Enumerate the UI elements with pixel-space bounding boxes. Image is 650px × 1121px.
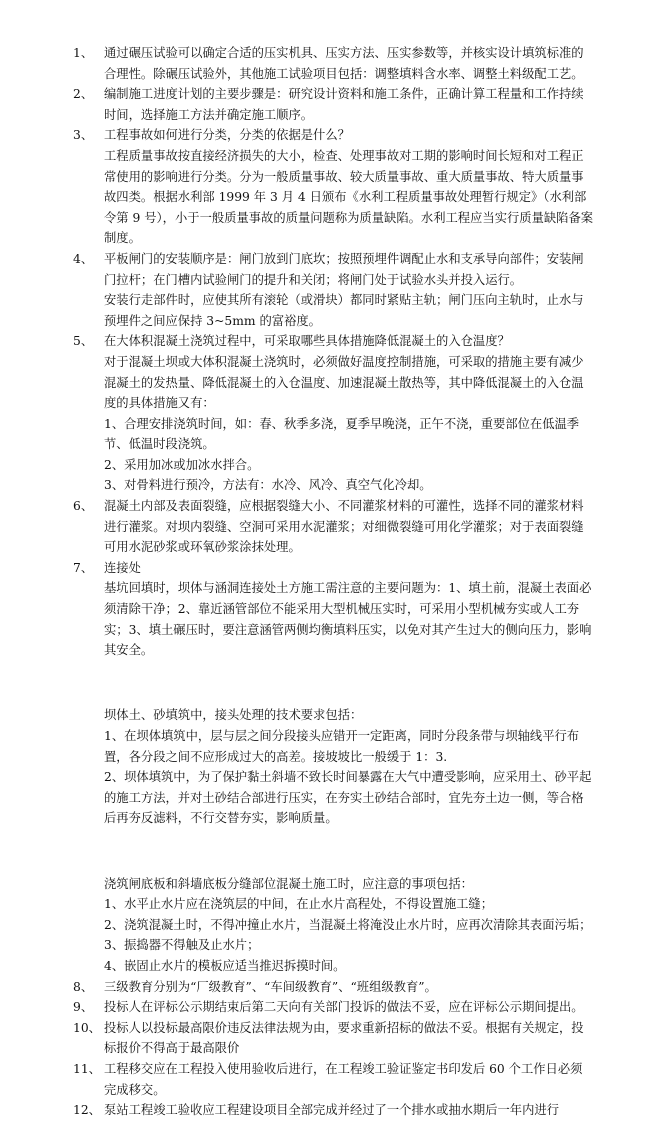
list-item: [73, 84, 594, 125]
paragraph: 编制施工进度计划的主要步骤是：研究设计资料和施工条件，正确计算工程量和工作持续时间，选择施工方法并确定施工顺序。: [104, 87, 584, 122]
paragraph: 2、坝体填筑中，为了保护黏土斜墙不致长时间暴露在大气中遭受影响，应采用土、砂平起的施工方法，并对土砂结合部进行压实，在夯实土砂结合部时，宜先夯土边一侧，等合格后再夯反滤料，不行交替夯实，影响质量。: [104, 770, 592, 826]
paragraph: 工程质量事故按直接经济损失的大小，检查、处理事故对工期的影响时间长短和对工程正常使用的影响进行分类。分为一般质量事故、较大质量事故、重大质量事故、特大质量事故四类。根据水利部 1999 年 3 月 4 日颁布《水利工程质量事故处理暂行规定》（水利部令第 9 号），小于一般质量事故的质量问题称为质量缺陷。水利工程应当实行质量缺陷备案制度。: [104, 148, 594, 246]
paragraph: 平板闸门的安装顺序是：闸门放到门底坎；按照预埋件调配止水和支承导向部件；安装闸门拉杆；在门槽内试验闸门的提升和关闭；将闸门处于试验水头并投入运行。: [104, 251, 584, 287]
item-number: 8、: [73, 979, 94, 994]
item-number: 5、: [73, 334, 94, 349]
paragraph: 混凝土内部及表面裂缝，应根据裂缝大小、不同灌浆材料的可灌性，选择不同的灌浆材料进行灌浆。对坝内裂缝、空洞可采用水泥灌浆；对细微裂缝可用化学灌浆；对于表面裂缝可用水泥砂浆或环氧砂浆涂抹处理。: [104, 499, 584, 555]
list-item: [73, 249, 594, 331]
paragraph: 工程事故如何进行分类，分类的依据是什么？: [104, 128, 350, 143]
paragraph: 坝体土、砂填筑中，接头处理的技术要求包括：: [104, 708, 363, 723]
item-number: 12、: [73, 1103, 101, 1118]
paragraph: 工程移交应在工程投入使用验收后进行，在工程竣工验证鉴定书印发后 60 个工作日必须完成移交。: [104, 1061, 583, 1097]
list-item: [73, 331, 594, 496]
paragraph: 投标人以投标最高限价违反法律法规为由，要求重新招标的做法不妥。根据有关规定，投标报价不得高于最高限价: [104, 1020, 584, 1056]
paragraph: 在大体积混凝土浇筑过程中，可采取哪些具体措施降低混凝土的入仓温度？: [104, 334, 510, 349]
paragraph: 投标人在评标公示期结束后第二天向有关部门投诉的做法不妥，应在评标公示期间提出。: [104, 1000, 584, 1015]
paragraph: 3、对骨料进行预冷，方法有：水冷、风冷、真空气化冷却。: [104, 478, 432, 493]
paragraph: 泵站工程竣工验收应工程建设项目全部完成并经过了一个排水或抽水期后一年内进行: [104, 1103, 559, 1118]
paragraph: 三级教育分别为“厂级教育”、“车间级教育”、“班组级教育”。: [104, 979, 437, 994]
paragraph: 1、在坝体填筑中，层与层之间分段接头应错开一定距离，同时分段条带与坝轴线平行布置，各分段之间不应形成过大的高差。接坡坡比一般缓于 1：3.: [104, 729, 580, 764]
list-item: [73, 558, 594, 977]
item-number: 10、: [73, 1020, 101, 1035]
list-item: [73, 977, 594, 998]
item-number: 9、: [73, 1000, 94, 1015]
list-item: [73, 1018, 594, 1059]
paragraph: 基坑回填时，坝体与涵洞连接处土方施工需注意的主要问题为：1、填土前，混凝土表面必须清除干净；2、靠近涵管部位不能采用大型机械压实时，可采用小型机械夯实或人工夯实；3、填土碾压时，要注意涵管两侧均衡填料压实，以免对其产生过大的侧向压力，影响其安全。: [104, 581, 592, 658]
paragraph-gap: [104, 673, 594, 693]
item-number: 11、: [73, 1061, 101, 1076]
list-item: [73, 997, 594, 1018]
paragraph: 对于混凝土坝或大体积混凝土浇筑时，必须做好温度控制措施，可采取的措施主要有减少混凝土的发热量、降低混凝土的入仓温度、加速混凝土散热等，其中降低混凝土的入仓温度的具体措施又有：: [104, 354, 584, 411]
list-item: [73, 496, 594, 558]
paragraph: 1、合理安排浇筑时间，如：春、秋季多浇，夏季早晚浇，正午不浇，重要部位在低温季节、低温时段浇筑。: [104, 416, 580, 452]
item-number: 4、: [73, 251, 94, 266]
paragraph: 浇筑闸底板和斜墙底板分缝部位混凝土施工时，应注意的事项包括：: [104, 876, 473, 891]
item-number: 1、: [73, 46, 94, 60]
item-number: 7、: [73, 560, 94, 575]
item-number: 2、: [73, 87, 94, 102]
paragraph: 连接处: [104, 560, 141, 575]
list-item: [73, 1100, 594, 1121]
paragraph: 4、嵌固止水片的模板应适当推迟拆摸时间。: [104, 958, 346, 973]
list-item: [73, 1059, 594, 1100]
paragraph: 1、水平止水片应在浇筑层的中间，在止水片高程处，不得设置施工缝；: [104, 897, 494, 912]
paragraph-gap: [104, 841, 594, 861]
paragraph: 安装行走部件时，应使其所有滚轮（或滑块）都同时紧贴主轨；闸门压向主轨时，止水与预埋件之间应保持 3~5mm 的富裕度。: [104, 293, 584, 328]
item-number: 6、: [73, 499, 94, 514]
list-item: [73, 43, 594, 84]
paragraph: 通过碾压试验可以确定合适的压实机具、压实方法、压实参数等，并核实设计填筑标准的合理性。除碾压试验外，其他施工试验项目包括：调整填料含水率、调整土料级配工艺。: [104, 46, 584, 81]
list-item: [73, 125, 594, 249]
paragraph: 3、振捣器不得触及止水片；: [104, 938, 260, 953]
paragraph: 2、浇筑混凝土时，不得冲撞止水片，当混凝土将淹没止水片时，应再次清除其表面污垢；: [104, 917, 592, 932]
paragraph: 2、采用加冰或加冰水拌合。: [104, 457, 260, 472]
item-number: 3、: [73, 128, 94, 143]
